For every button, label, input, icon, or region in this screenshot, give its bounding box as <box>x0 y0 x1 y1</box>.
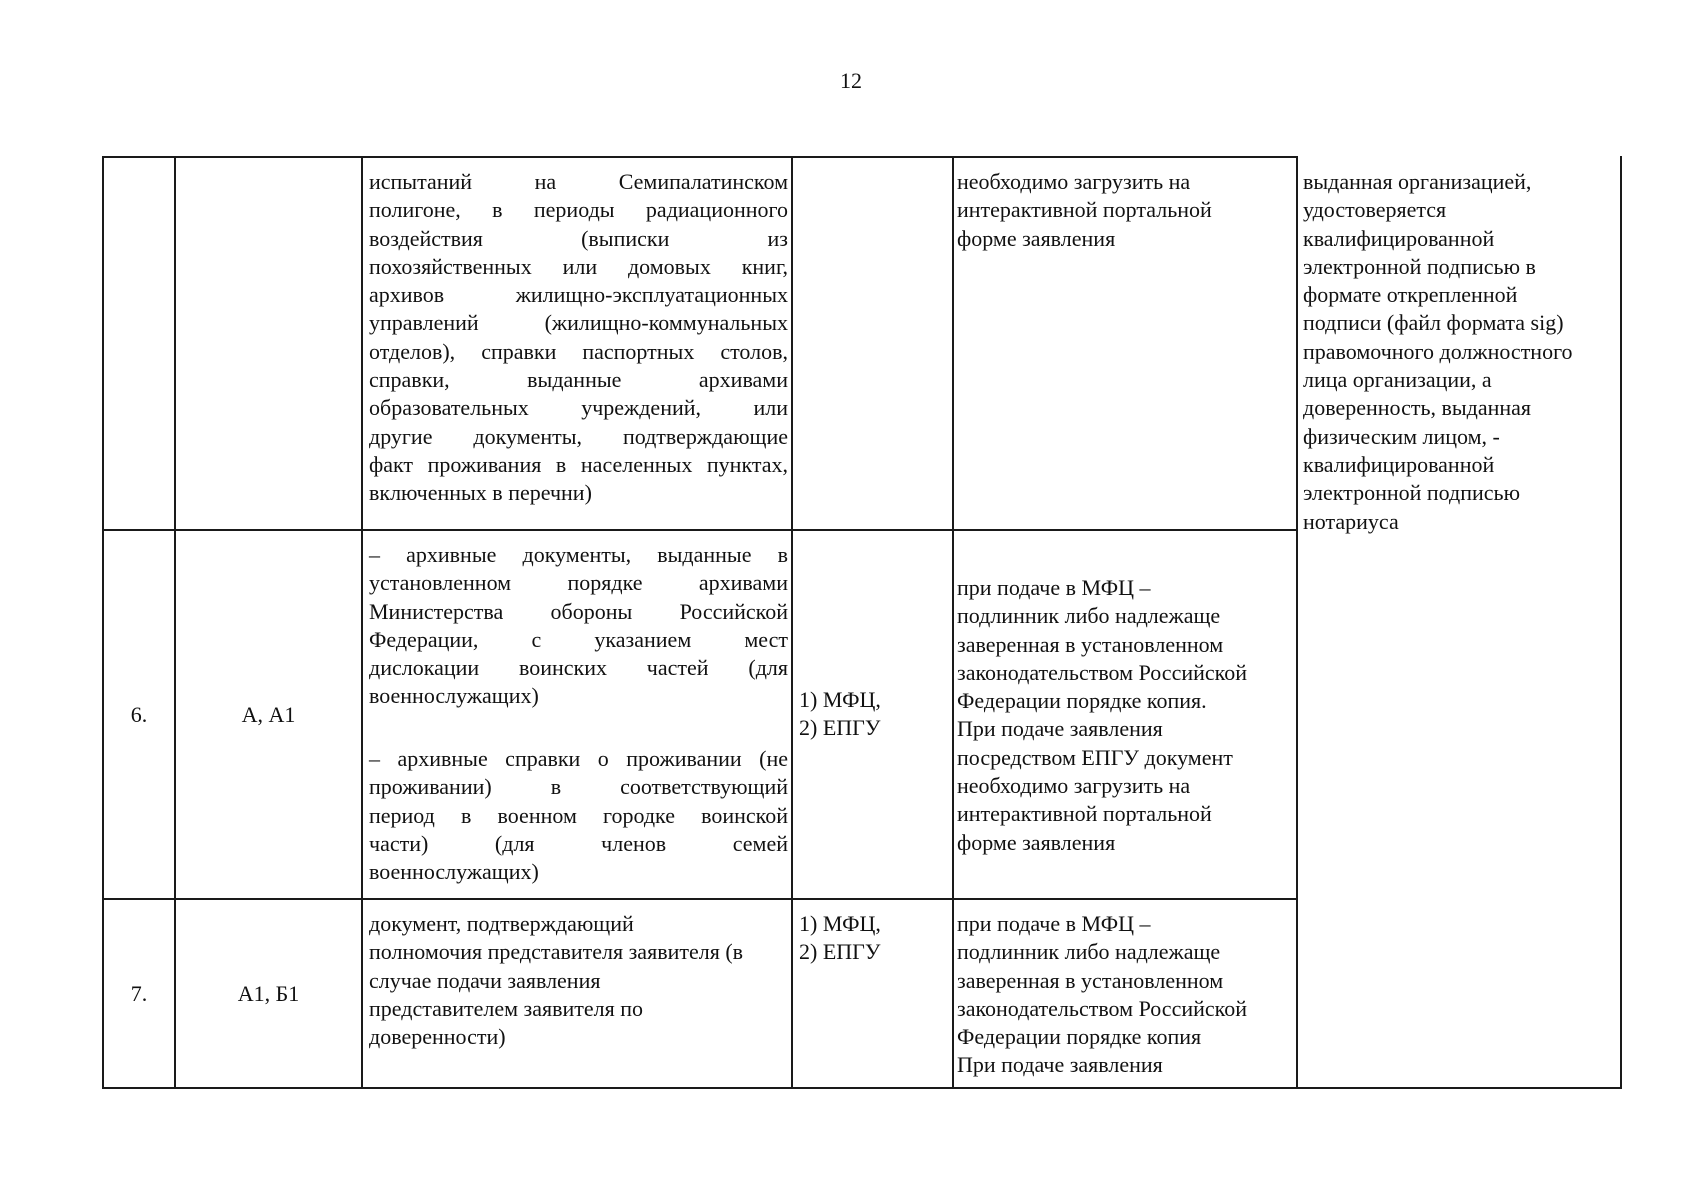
row-6-category: А, А1 <box>241 702 296 727</box>
row-6-requirements: при подаче в МФЦ – подлинник либо надлежаще заверенная в установленном законодательством Российской Федерации порядке копия. При подаче заявления посредством ЕПГУ документ необходимо загрузить на интерактивной портальной форме заявления <box>957 575 1247 855</box>
row-1-requirements: необходимо загрузить на интерактивной портальной форме заявления <box>957 169 1212 251</box>
row-6-number: 6. <box>130 702 148 727</box>
row-7-category: А1, Б1 <box>237 981 300 1006</box>
row-1-documents: испытаний на Семипалатинском полигоне, в периоды радиационного воздействия (выписки из похозяйственных или домовых книг, архивов жилищно-эксплуатационных управлений (жилищно-коммунальных отделов), справки паспортных столов, справки, выданные архивами образовательных учреждений, или другие документы, подтверждающие факт проживания в населенных пунктах, включенных в перечни) <box>369 169 788 506</box>
column-separator-4 <box>952 156 954 1089</box>
row-7-documents: документ, подтверждающий полномочия представителя заявителя (в случае подачи заявления представителем заявителя по доверенности) <box>369 911 744 1050</box>
row-6-channels: 1) МФЦ, 2) ЕПГУ <box>799 687 881 741</box>
row-separator-2 <box>102 898 1297 900</box>
row-6-documents-a: – архивные документы, выданные в установленном порядке архивами Министерства обороны Российской Федерации, с указанием мест дислокации воинских частей (для военнослужащих) <box>369 542 788 709</box>
notes-column: выданная организацией, удостоверяется квалифицированной электронной подписью в формате открепленной подписи (файл формата sig) правомочного должностного лица организации, а доверенность, выданная физическим лицом, - квалифицированной электронной подписью нотариуса <box>1303 169 1573 534</box>
row-6-documents-b: – архивные справки о проживании (не проживании) в соответствующий период в военном городке воинской части) (для членов семей военнослужащих) <box>369 746 788 885</box>
column-separator-5 <box>1296 156 1298 1089</box>
column-separator-3 <box>791 156 793 1089</box>
column-separator-1 <box>174 156 176 1089</box>
row-7-number: 7. <box>130 981 148 1006</box>
row-separator-1 <box>102 529 1297 531</box>
row-7-requirements: при подаче в МФЦ – подлинник либо надлежаще заверенная в установленном законодательством Российской Федерации порядке копия При подаче заявления <box>957 911 1247 1078</box>
column-separator-2 <box>361 156 363 1089</box>
table-border-bottom <box>102 1087 1622 1089</box>
table-border-right <box>1620 156 1622 1089</box>
page-number: 12 <box>840 68 862 93</box>
table-border-left <box>102 156 104 1089</box>
table-border-top <box>102 156 1297 158</box>
row-7-channels: 1) МФЦ, 2) ЕПГУ <box>799 911 881 965</box>
